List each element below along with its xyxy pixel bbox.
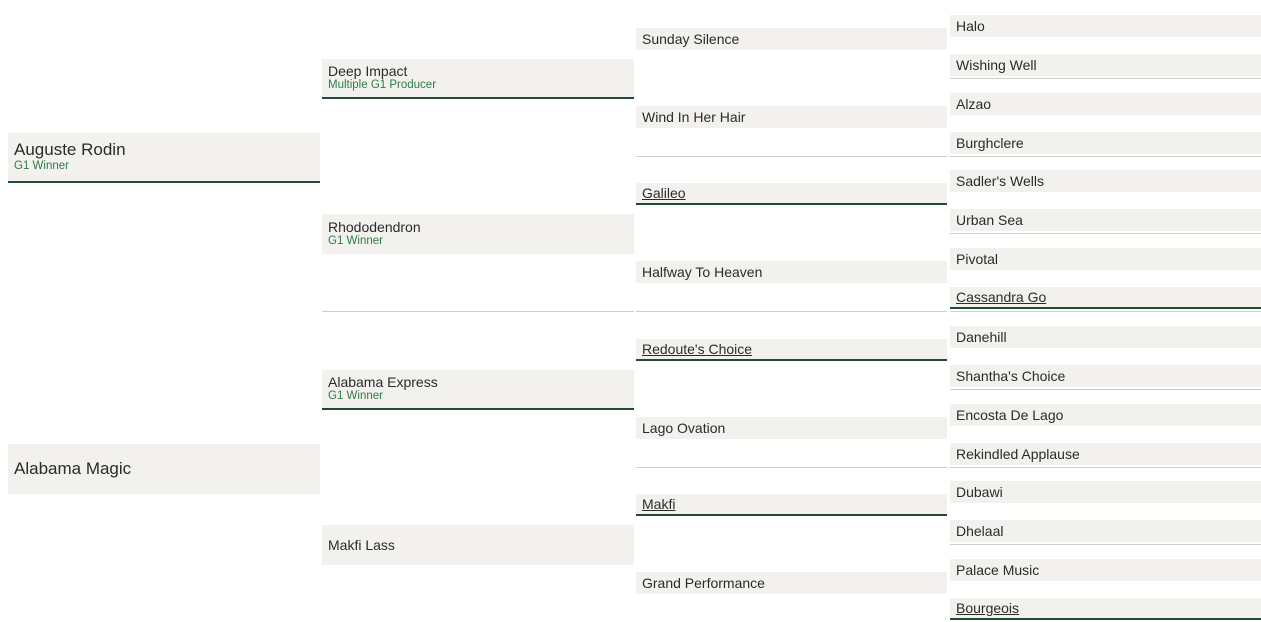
horse-name[interactable]: Pivotal — [956, 250, 999, 267]
achievement-note: G1 Winner — [14, 159, 69, 172]
horse-makfi[interactable] — [636, 494, 947, 516]
pair-divider — [636, 311, 947, 312]
horse-dhelaal[interactable] — [950, 520, 1261, 542]
horse-name[interactable]: Cassandra Go — [956, 288, 1047, 305]
horse-sadler-s-wells[interactable] — [950, 170, 1261, 192]
horse-auguste-rodin[interactable] — [8, 133, 320, 183]
pair-divider — [950, 311, 1261, 312]
pair-divider — [950, 233, 1261, 234]
horse-name[interactable]: Bourgeois — [956, 599, 1020, 616]
horse-danehill[interactable] — [950, 326, 1261, 348]
horse-sunday-silence[interactable] — [636, 28, 947, 50]
horse-name[interactable]: Sunday Silence — [642, 30, 740, 47]
horse-name[interactable]: Lago Ovation — [642, 419, 726, 436]
horse-name[interactable]: Auguste Rodin — [14, 140, 126, 160]
horse-redoute-s-choice[interactable] — [636, 339, 947, 361]
achievement-note: G1 Winner — [328, 235, 383, 248]
horse-wishing-well[interactable] — [950, 54, 1261, 76]
achievement-note: Multiple G1 Producer — [328, 79, 437, 92]
horse-name[interactable]: Redoute's Choice — [642, 340, 753, 357]
achievement-note: G1 Winner — [328, 390, 383, 403]
horse-galileo[interactable] — [636, 183, 947, 205]
horse-burghclere[interactable] — [950, 132, 1261, 154]
horse-deep-impact[interactable] — [322, 59, 634, 99]
horse-name[interactable]: Halo — [956, 17, 985, 34]
horse-name[interactable]: Alabama Express — [328, 374, 438, 391]
horse-name[interactable]: Rekindled Applause — [956, 445, 1080, 462]
horse-encosta-de-lago[interactable] — [950, 404, 1261, 426]
pair-divider — [950, 467, 1261, 468]
horse-rekindled-applause[interactable] — [950, 443, 1261, 465]
pair-divider — [950, 78, 1261, 79]
horse-alabama-express[interactable] — [322, 370, 634, 410]
horse-name[interactable]: Alzao — [956, 95, 992, 112]
horse-name[interactable]: Burghclere — [956, 134, 1024, 151]
horse-lago-ovation[interactable] — [636, 417, 947, 439]
horse-name[interactable]: Makfi — [642, 495, 676, 512]
horse-name[interactable]: Palace Music — [956, 561, 1040, 578]
horse-grand-performance[interactable] — [636, 572, 947, 594]
pair-divider — [322, 311, 634, 312]
horse-bourgeois[interactable] — [950, 598, 1261, 620]
pair-divider — [950, 156, 1261, 157]
pair-divider — [636, 156, 947, 157]
horse-makfi-lass[interactable] — [322, 525, 634, 565]
horse-name[interactable]: Rhododendron — [328, 219, 421, 236]
horse-name[interactable]: Grand Performance — [642, 574, 765, 591]
horse-wind-in-her-hair[interactable] — [636, 106, 947, 128]
horse-name[interactable]: Urban Sea — [956, 211, 1023, 228]
horse-name[interactable]: Makfi Lass — [328, 536, 395, 553]
horse-halo[interactable] — [950, 15, 1261, 37]
horse-dubawi[interactable] — [950, 481, 1261, 503]
horse-name[interactable]: Deep Impact — [328, 63, 408, 80]
horse-name[interactable]: Encosta De Lago — [956, 406, 1064, 423]
pair-divider — [950, 544, 1261, 545]
horse-name[interactable]: Galileo — [642, 184, 686, 201]
horse-name[interactable]: Shantha's Choice — [956, 367, 1066, 384]
horse-halfway-to-heaven[interactable] — [636, 261, 947, 283]
horse-name[interactable]: Halfway To Heaven — [642, 263, 763, 280]
horse-name[interactable]: Wind In Her Hair — [642, 108, 746, 125]
horse-name[interactable]: Wishing Well — [956, 56, 1037, 73]
horse-name[interactable]: Danehill — [956, 328, 1007, 345]
pair-divider — [950, 389, 1261, 390]
horse-shantha-s-choice[interactable] — [950, 365, 1261, 387]
horse-name[interactable]: Dhelaal — [956, 522, 1004, 539]
pair-divider — [636, 467, 947, 468]
horse-alabama-magic[interactable] — [8, 444, 320, 494]
horse-name[interactable]: Dubawi — [956, 483, 1003, 500]
horse-palace-music[interactable] — [950, 559, 1261, 581]
horse-pivotal[interactable] — [950, 248, 1261, 270]
horse-rhododendron[interactable] — [322, 214, 634, 254]
horse-urban-sea[interactable] — [950, 209, 1261, 231]
horse-alzao[interactable] — [950, 93, 1261, 115]
horse-cassandra-go[interactable] — [950, 287, 1261, 309]
horse-name[interactable]: Alabama Magic — [14, 459, 132, 479]
horse-name[interactable]: Sadler's Wells — [956, 172, 1044, 189]
